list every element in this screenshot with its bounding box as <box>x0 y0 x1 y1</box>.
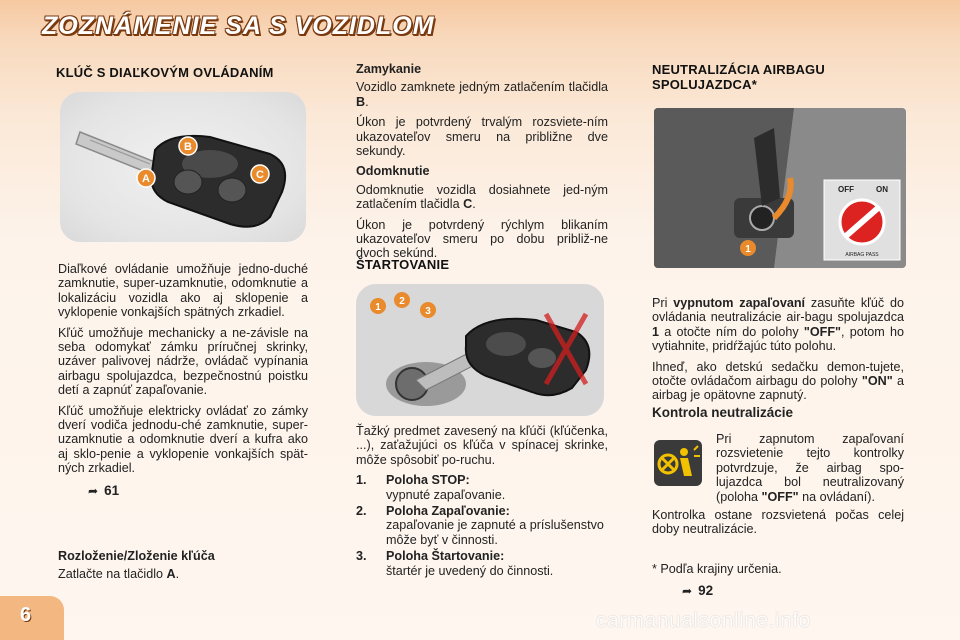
page-number-tab <box>0 596 64 640</box>
page-title: ZOZNÁMENIE SA S VOZIDLOM <box>42 12 435 40</box>
key-label-b <box>179 137 197 155</box>
key-remote-image <box>60 92 306 242</box>
key-paragraph-1: Diaľkové ovládanie umožňuje jedno-duché zamknutie, super-uzamknutie, odomknutie a lokalizáciu vozidla ako aj sklopenie a vyklopenie vonkajších spätných zrkadiel. <box>58 262 308 320</box>
lock-paragraph-2: Úkon je potvrdený trvalým rozsviete-ním ukazovateľov smeru na približne dve sekundy. <box>356 115 608 159</box>
control-paragraph-2: Kontrolka ostane rozsvietená počas celej doby neutralizácie. <box>652 508 904 537</box>
ignition-label-2 <box>394 292 410 308</box>
ignition-illustration <box>356 284 604 416</box>
reference-arrow-icon: ➦ <box>682 584 693 598</box>
fold-text: Zatlačte na tlačidlo A. <box>58 567 180 582</box>
starting-text <box>356 424 608 580</box>
column-locking <box>356 62 608 267</box>
ignition-steps <box>356 473 608 578</box>
svg-text:2: 2 <box>399 296 405 307</box>
svg-text:ON: ON <box>876 185 888 194</box>
footnote-text: * Podľa krajiny určenia. <box>652 562 782 576</box>
ignition-label-3 <box>420 302 436 318</box>
lock-heading: Zamykanie <box>356 62 422 76</box>
airbag-switch-illustration <box>654 108 906 268</box>
unlock-paragraph-1: Odomknutie vozidla dosiahnete jed-ným zatlačením tlačidla C. <box>356 182 608 212</box>
control-heading: Kontrola neutralizácie <box>652 405 794 420</box>
section-heading-starting: ŠTARTOVANIE <box>356 257 450 272</box>
column-key <box>56 66 308 80</box>
unlock-paragraph-2: Úkon je potvrdený rýchlym blikaním ukazovateľov smeru po dobu približ-ne dvoch sekúnd. <box>356 217 608 261</box>
step-item: 3. Poloha Štartovanie: štartér je uvedený do činnosti. <box>356 549 554 578</box>
column-airbag <box>652 62 904 92</box>
airbag-reference[interactable] <box>682 584 782 598</box>
airbag-warning-lamp-icon <box>654 440 702 486</box>
airbag-paragraph-1: Pri vypnutom zapaľovaní zasuňte kľúč do ovládania neutralizácie air-bagu spolujazdca 1 a otočte ním do polohy "OFF", potom ho vytiahnite, pridŕžajúc túto polohu. <box>652 296 905 354</box>
airbag-switch-inset <box>824 180 900 260</box>
control-paragraph: Pri zapnutom zapaľovaní rozsvietenie tejto kontrolky potvrdzuje, že airbag spo-lujazdca bol neutralizovaný (poloha "OFF" na ovládaní). <box>716 432 904 504</box>
section-heading-key: KLÚČ S DIAĽKOVÝM OVLÁDANÍM <box>56 65 274 80</box>
svg-text:3: 3 <box>425 306 431 317</box>
control-text-2 <box>652 508 904 543</box>
svg-text:C: C <box>256 169 264 181</box>
svg-text:OFF: OFF <box>838 185 854 194</box>
ignition-label-1 <box>370 298 386 314</box>
reference-page: 92 <box>698 583 714 598</box>
watermark: carmanualsonline.info <box>596 609 811 632</box>
step-item: 1. Poloha STOP: vypnuté zapaľovanie. <box>356 473 506 502</box>
reference-page: 61 <box>104 482 120 498</box>
unlock-heading: Odomknutie <box>356 164 430 179</box>
footnote <box>652 562 904 582</box>
key-remote-illustration <box>60 92 306 242</box>
svg-text:AIRBAG PASS: AIRBAG PASS <box>845 252 879 258</box>
key-label-c <box>251 165 269 183</box>
column-key-text <box>58 262 308 498</box>
key-label-a <box>137 169 155 187</box>
ignition-image <box>356 284 604 416</box>
lock-paragraph-1: Vozidlo zamknete jedným zatlačením tlačidla B. <box>356 80 608 109</box>
key-paragraph-3: Kľúč umožňuje elektricky ovládať zo zámky dverí vodiča jednodu-ché zamknutie, super-uzamknutie a odomknutie dverí a kufra ako aj sklo-penie a vyklopenie vonkajších spät-ných zrkadiel. <box>58 403 308 476</box>
svg-text:1: 1 <box>375 302 381 313</box>
svg-text:1: 1 <box>745 244 751 255</box>
starting-heading-wrap <box>356 258 608 272</box>
step-item: 2. Poloha Zapaľovanie: zapaľovanie je zapnuté a príslušenstvo môže byť v činnosti. <box>356 504 604 547</box>
starting-paragraph: Ťažký predmet zavesený na kľúči (kľúčenka, ...), zaťažujúci os kľúča v spínacej skrinke, môže spôsobiť po-ruchu. <box>356 424 608 467</box>
fold-heading: Rozloženie/Zloženie kľúča <box>58 549 215 563</box>
control-heading-wrap <box>652 406 904 424</box>
key-reference[interactable] <box>58 484 308 498</box>
control-text <box>716 432 904 510</box>
airbag-text <box>652 296 904 409</box>
fold-section <box>58 549 308 588</box>
key-paragraph-2: Kľúč umožňuje mechanicky a ne-závisle na seba odomykať zámku príručnej skrinky, uzáver palivovej nádrže, ovládač vypínania airbagu spolujazdca, bezpečnostnú poistku detí a zapnúť zapaľovanie. <box>58 325 308 398</box>
page-number: 6 <box>20 604 32 626</box>
section-heading-airbag: NEUTRALIZÁCIA AIRBAGU SPOLUJAZDCA* <box>652 62 825 92</box>
svg-text:B: B <box>184 141 192 153</box>
reference-arrow-icon: ➦ <box>88 483 99 498</box>
svg-text:A: A <box>142 173 150 185</box>
airbag-paragraph-2: Ihneď, ako detskú sedačku demon-tujete, otočte ovládačom airbagu do polohy "ON" a airbag je opätovne zapnutý. <box>652 359 905 403</box>
airbag-switch-image <box>654 108 906 268</box>
airbag-marker-1 <box>740 240 756 256</box>
